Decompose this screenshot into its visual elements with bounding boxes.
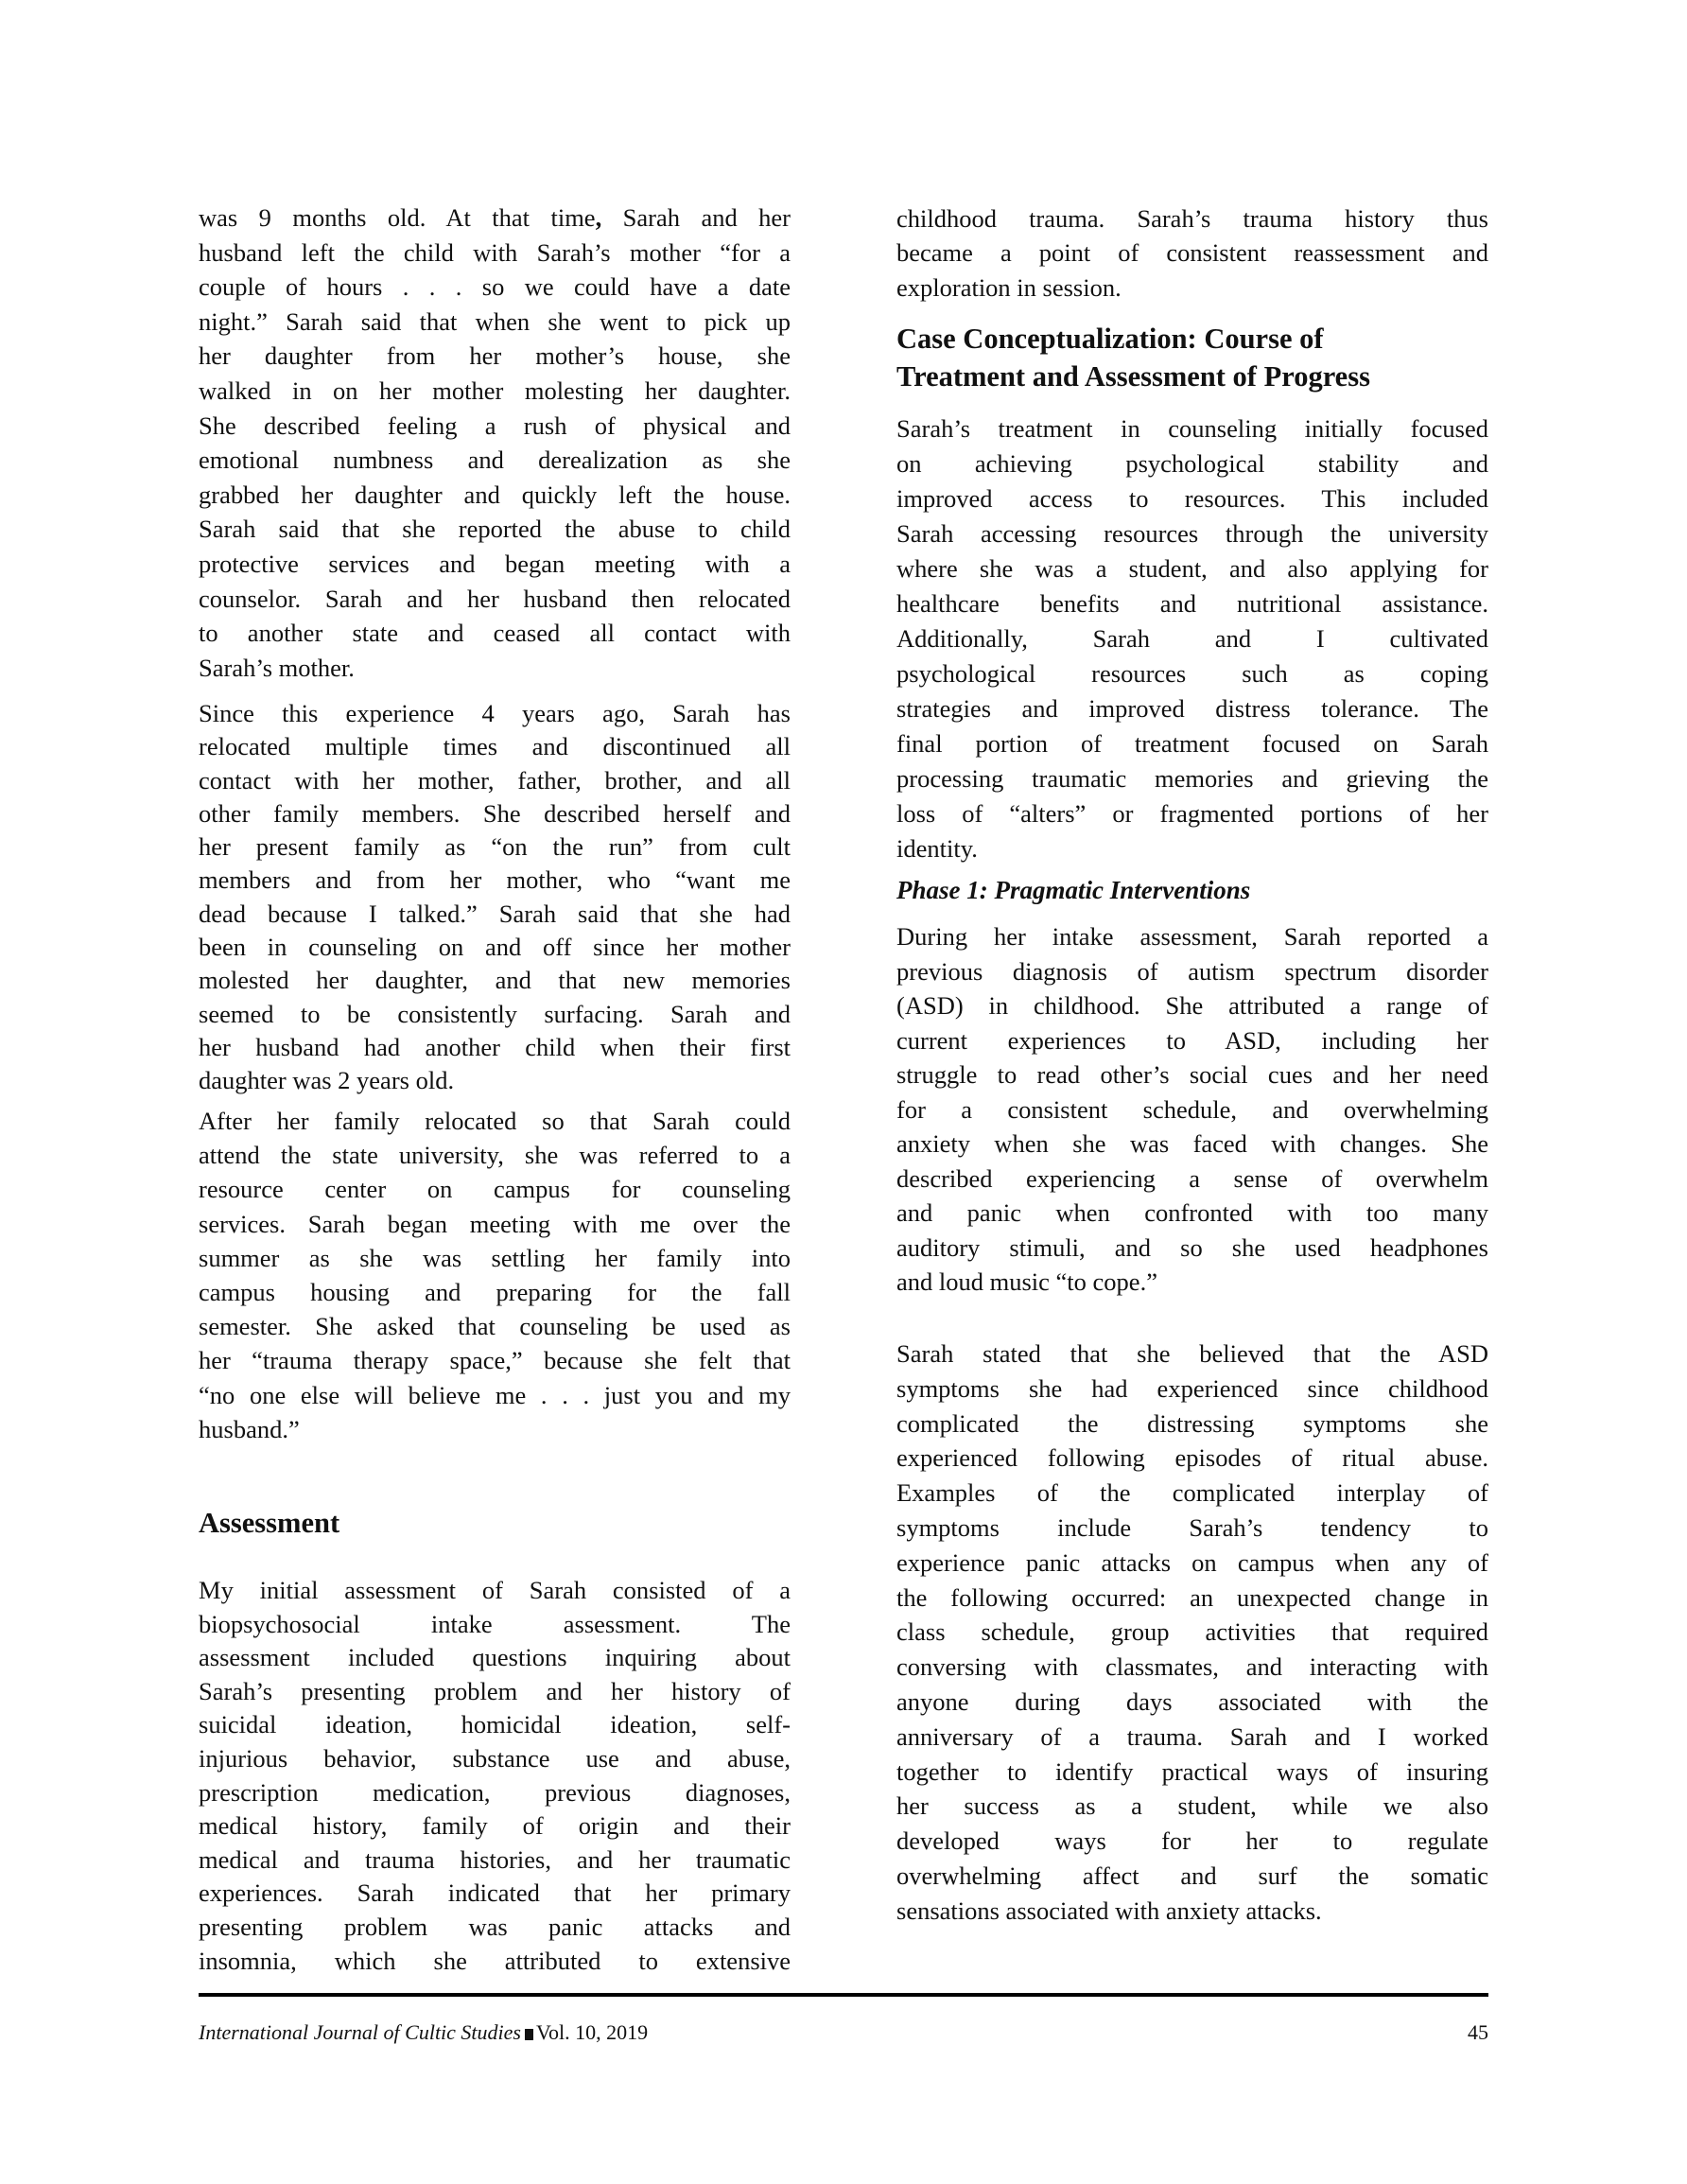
text-line: (ASD) in childhood. She attributed a range of xyxy=(896,991,1488,1020)
text-line: campus housing and preparing for the fall xyxy=(199,1277,791,1306)
text-line: husband left the child with Sarah’s mother “for a xyxy=(199,237,791,267)
page-number: 45 xyxy=(1468,2020,1488,2044)
text-line: the following occurred: an unexpected change in xyxy=(896,1582,1488,1612)
text-line: molested her daughter, and that new memories xyxy=(199,966,791,995)
journal-title: International Journal of Cultic Studies xyxy=(199,2020,521,2044)
text-line: identity. xyxy=(896,834,978,863)
text-line: walked in on her mother molesting her daughter. xyxy=(199,376,791,405)
text-line: experience panic attacks on campus when any of xyxy=(896,1547,1488,1577)
text-line: conversing with classmates, and interacting with xyxy=(896,1652,1488,1682)
text-line: processing traumatic memories and grieving the xyxy=(896,764,1488,793)
text-line: She described feeling a rush of physical and xyxy=(199,411,791,440)
text-line: Sarah’s treatment in counseling initially focused xyxy=(896,414,1488,443)
right-paragraph-4 xyxy=(896,1337,1488,1929)
text-line: night.” Sarah said that when she went to pick up xyxy=(199,306,791,336)
text-line: Sarah accessing resources through the university xyxy=(896,519,1488,548)
text-line: exploration in session. xyxy=(896,272,1122,302)
right-paragraph-1 xyxy=(896,201,1488,305)
text-line: “no one else will believe me . . . just you and my xyxy=(199,1380,791,1409)
text-line: biopsychosocial intake assessment. The xyxy=(199,1609,791,1638)
text-line: During her intake assessment, Sarah reported a xyxy=(896,922,1488,951)
text-line: Sarah’s mother. xyxy=(199,653,355,682)
text-line: anxiety when she was faced with changes. She xyxy=(896,1129,1488,1158)
text-line: other family members. She described herself and xyxy=(199,798,791,828)
text-line: suicidal ideation, homicidal ideation, self- xyxy=(199,1710,791,1739)
text-line: strategies and improved distress tolerance. The xyxy=(896,694,1488,723)
text-line: struggle to read other’s social cues and her need xyxy=(896,1060,1488,1089)
text-line: medical history, family of origin and their xyxy=(199,1811,791,1841)
text-line: Additionally, Sarah and I cultivated xyxy=(896,624,1488,653)
text-line: experienced following episodes of ritual abuse. xyxy=(896,1443,1488,1473)
text-line: final portion of treatment focused on Sarah xyxy=(896,729,1488,758)
text-line: to another state and ceased all contact with xyxy=(199,619,791,648)
text-line: daughter was 2 years old. xyxy=(199,1066,455,1095)
text-line: symptoms include Sarah’s tendency to xyxy=(896,1512,1488,1542)
section-heading-case-conceptualization xyxy=(896,320,1488,395)
text-line: where she was a student, and also applying for xyxy=(896,554,1488,583)
volume-year: Vol. 10, 2019 xyxy=(535,2020,649,2044)
text-line: her husband had another child when their first xyxy=(199,1032,791,1061)
text-line: medical and trauma histories, and her traumatic xyxy=(199,1844,791,1874)
heading-text: Assessment xyxy=(199,1507,340,1539)
text-line: summer as she was settling her family into xyxy=(199,1243,791,1272)
text-line: prescription medication, previous diagnoses, xyxy=(199,1777,791,1807)
text-line: auditory stimuli, and so she used headphones xyxy=(896,1232,1488,1262)
text-line: overwhelming affect and surf the somatic xyxy=(896,1861,1488,1890)
text-line: Sarah said that she reported the abuse to child xyxy=(199,515,791,544)
text-line: emotional numbness and derealization as she xyxy=(199,446,791,475)
text-line: became a point of consistent reassessment and xyxy=(896,238,1488,268)
text-line: together to identify practical ways of insuring xyxy=(896,1756,1488,1786)
right-paragraph-3 xyxy=(896,919,1488,1300)
text-line: contact with her mother, father, brother, and all xyxy=(199,765,791,795)
text-line: on achieving psychological stability and xyxy=(896,449,1488,478)
text-line: improved access to resources. This included xyxy=(896,484,1488,513)
text-line: symptoms she had experienced since childhood xyxy=(896,1373,1488,1403)
text-line: insomnia, which she attributed to extensive xyxy=(199,1946,791,1975)
text-line: seemed to be consistently surfacing. Sarah and xyxy=(199,999,791,1028)
text-line: services. Sarah began meeting with me over the xyxy=(199,1209,791,1238)
text-line: healthcare benefits and nutritional assistance. xyxy=(896,589,1488,618)
text-line: experiences. Sarah indicated that her primary xyxy=(199,1878,791,1908)
text-line: her present family as “on the run” from cult xyxy=(199,832,791,862)
text-line: resource center on campus for counseling xyxy=(199,1175,791,1204)
text-line: loss of “alters” or fragmented portions of her xyxy=(896,799,1488,828)
text-line: anyone during days associated with the xyxy=(896,1686,1488,1716)
text-line: her “trauma therapy space,” because she felt that xyxy=(199,1346,791,1375)
footer-rule xyxy=(199,1993,1488,1997)
text-line: protective services and began meeting with a xyxy=(199,549,791,578)
text-line: My initial assessment of Sarah consisted of a xyxy=(199,1576,791,1604)
text-line: counselor. Sarah and her husband then relocated xyxy=(199,584,791,613)
text-line: been in counseling on and off since her mother xyxy=(199,933,791,962)
text-line: injurious behavior, substance use and abuse, xyxy=(199,1743,791,1773)
text-line: was 9 months old. At that time, Sarah and her xyxy=(199,203,791,232)
text-line: and loud music “to cope.” xyxy=(896,1267,1157,1296)
text-line: After her family relocated so that Sarah could xyxy=(199,1107,791,1135)
heading-line: Treatment and Assessment of Progress xyxy=(896,360,1370,393)
text-line: Examples of the complicated interplay of xyxy=(896,1478,1488,1508)
text-line: described experiencing a sense of overwhelm xyxy=(896,1163,1488,1193)
text-line: grabbed her daughter and quickly left the house. xyxy=(199,480,791,509)
text-line: anniversary of a trauma. Sarah and I worked xyxy=(896,1721,1488,1751)
text-line: complicated the distressing symptoms she xyxy=(896,1408,1488,1438)
text-line: Since this experience 4 years ago, Sarah has xyxy=(199,699,791,727)
text-line: dead because I talked.” Sarah said that she had xyxy=(199,899,791,928)
text-line: relocated multiple times and discontinued all xyxy=(199,732,791,761)
left-paragraph-4 xyxy=(199,1574,791,1978)
text-line: members and from her mother, who “want me xyxy=(199,865,791,895)
text-line: her success as a student, while we also xyxy=(896,1791,1488,1821)
text-line: Sarah’s presenting problem and her history of xyxy=(199,1676,791,1705)
text-line: childhood trauma. Sarah’s trauma history thus xyxy=(896,204,1488,233)
black-square-icon xyxy=(525,2029,533,2040)
text-line: sensations associated with anxiety attacks. xyxy=(896,1896,1322,1925)
text-line: Sarah stated that she believed that the ASD xyxy=(896,1339,1488,1368)
text-line: assessment included questions inquiring about xyxy=(199,1643,791,1672)
text-line: semester. She asked that counseling be used as xyxy=(199,1312,791,1341)
text-line: developed ways for her to regulate xyxy=(896,1826,1488,1856)
text-line: psychological resources such as coping xyxy=(896,659,1488,688)
text-line: presenting problem was panic attacks and xyxy=(199,1912,791,1941)
left-paragraph-3 xyxy=(199,1104,791,1446)
text-line: attend the state university, she was referred to a xyxy=(199,1141,791,1170)
subheading-text: Phase 1: Pragmatic Interventions xyxy=(896,876,1251,904)
text-line: previous diagnosis of autism spectrum disorder xyxy=(896,956,1488,986)
subheading-phase-1 xyxy=(896,873,1488,907)
text-line: and panic when confronted with too many xyxy=(896,1198,1488,1227)
page-footer xyxy=(199,2019,1488,2046)
text-line: her daughter from her mother’s house, she xyxy=(199,341,791,371)
left-paragraph-1 xyxy=(199,201,791,685)
left-paragraph-2 xyxy=(199,697,791,1098)
text-line: current experiences to ASD, including her xyxy=(896,1025,1488,1055)
section-heading-assessment xyxy=(199,1504,791,1542)
text-line: couple of hours . . . so we could have a date xyxy=(199,272,791,302)
heading-line: Case Conceptualization: Course of xyxy=(896,323,1324,355)
text-line: for a consistent schedule, and overwhelming xyxy=(896,1094,1488,1124)
text-line: class schedule, group activities that required xyxy=(896,1617,1488,1647)
right-paragraph-2 xyxy=(896,411,1488,866)
text-line: husband.” xyxy=(199,1414,300,1443)
